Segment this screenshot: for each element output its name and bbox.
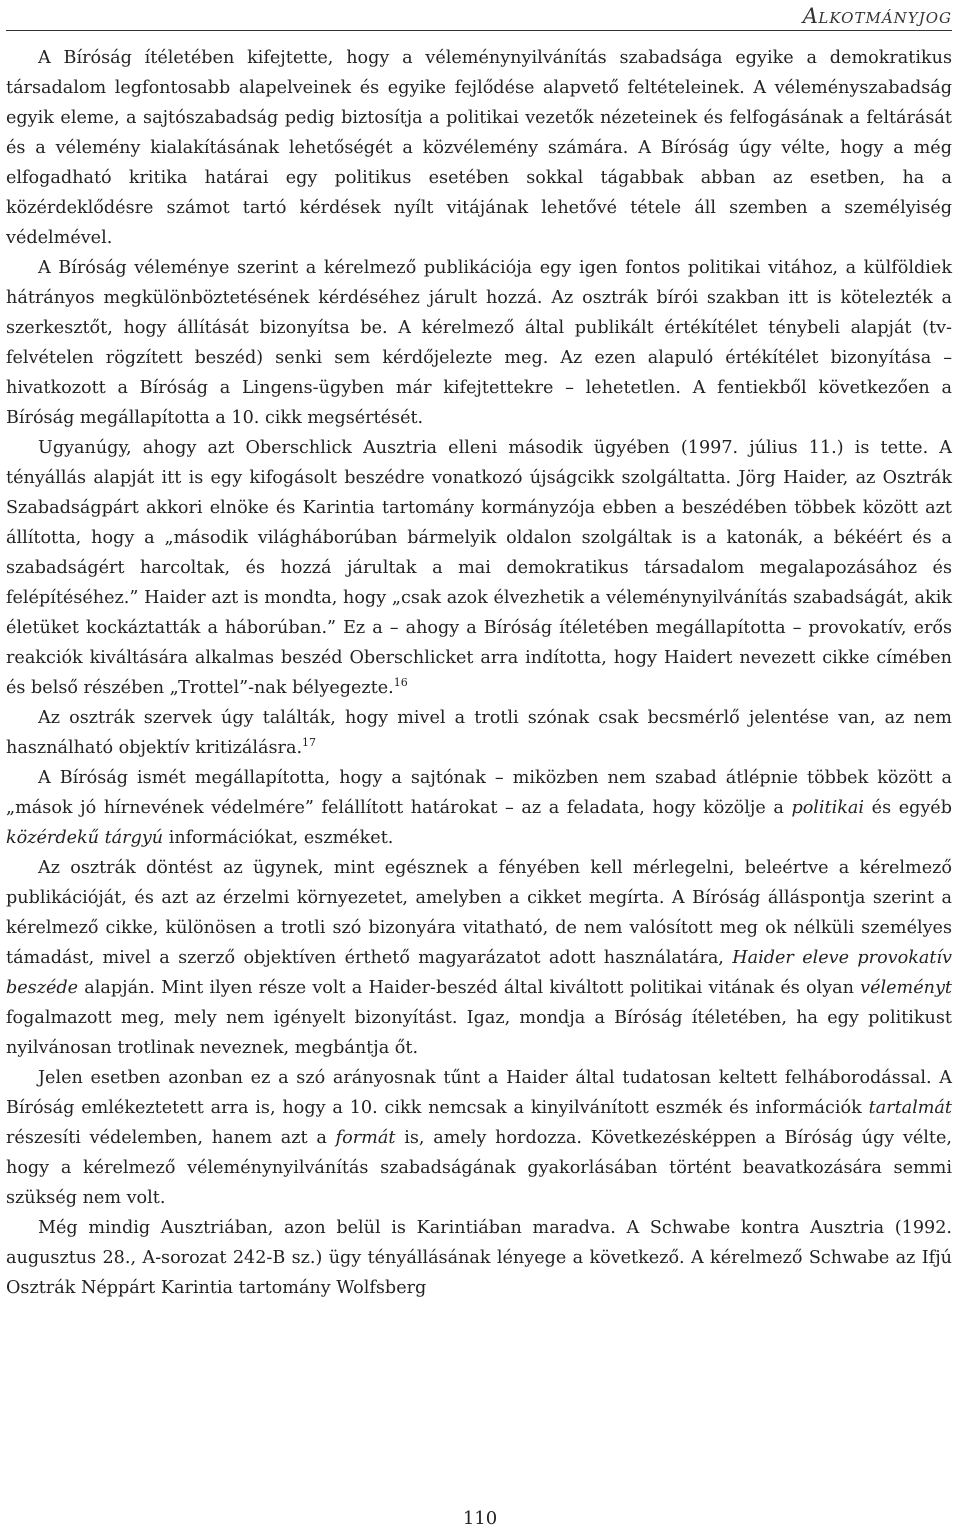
paragraph-4 [6,703,952,763]
paragraph-text: Az osztrák szervek úgy találták, hogy mivel a trotli szónak csak becsmérlő jelentése van, az nem használható objektív kritizálásra. [6,708,952,758]
paragraph-text: Ugyanúgy, ahogy azt Oberschlick Ausztria elleni második ügyében (1997. július 11.) is tette. A tényállás alapját itt is egy kifogásolt beszédre vonatkozó újságcikk szolgáltatta. Jörg Haider, az Osztrák Szabadságpárt akkori elnöke és Karintia tartomány kormányzója ebben a beszédében többek között azt állította, hogy a „második világháborúban bármelyik oldalon szolgáltak is a katonák, a békéért és a szabadságért harcoltak, és hozzá járultak a mai demokratikus társadalom megalapozásához és felépítéséhez.” Haider azt is mondta, hogy „csak azok élvezhetik a véleménynyilvánítás szabadságát, akik életüket kockáztatták a háborúban.” Ez a – ahogy a Bíróság ítéletében megállapította – provokatív, erős reakciók kiváltására alkalmas beszéd Oberschlicket arra indította, hogy Haidert nevezett cikke címében és belső részében „Trottel”-nak bélyegezte. [6,438,952,698]
text-run: is, amely hordozza. Következésképpen a Bíróság úgy vélte, hogy a kérelmező véleménynyilvánítás szabadságának gyakorlásában történt beavatkozására semmi szükség nem volt. [6,1128,953,1208]
italic-run: formát [335,1128,396,1148]
italic-run: közérdekű tárgyú [6,828,164,848]
page-number: 110 [462,1508,498,1529]
header-initial: A [802,4,819,28]
paragraph-7 [6,1063,952,1213]
header-rule [6,30,952,31]
paragraph-text: A Bíróság véleménye szerint a kérelmező publikációja egy igen fontos politikai vitához, a külföldiek hátrányos megkülönböztetésének kérdéséhez járult hozzá. Az osztrák bírói szakban itt is kötelezték a szerkesztőt, hogy állítását bizonyítsa be. A kérelmező által publikált értékítélet ténybeli alapját (tv-felvételen rögzített beszéd) senki sem kérdőjelezte meg. Az ezen alapuló értékítélet bizonyítása – hivatkozott a Bíróság a Lingens-ügyben már kifejtettekre – lehetetlen. A fentiekből következően a Bíróság megállapította a 10. cikk megsértését. [6,258,952,428]
header-rest: LKOTMÁNYJOG [818,9,952,27]
footnote-ref-16[interactable]: 16 [393,676,408,690]
italic-run: véleményt [860,978,952,998]
italic-run: tartalmát [868,1098,952,1118]
paragraph-text: A Bíróság ítéletében kifejtette, hogy a véleménynyilvánítás szabadsága egyike a demokratikus társadalom legfontosabb alapelveinek és egyike fejlődése alapvető feltételeinek. A véleményszabadság egyik eleme, a sajtószabadság pedig biztosítja a politikai vezetők nézeteinek és felfogásának a feltárását és a vélemény kialakításának lehetőségét a közvélemény számára. A Bíróság úgy vélte, hogy a még elfogadható kritika határai egy politikus esetében sokkal tágabbak abban az esetben, ha a közérdeklődésre számot tartó kérdések nyílt vitájának lehetővé tétele áll szemben a személyiség védelmével. [6,48,952,248]
paragraph-2 [6,253,952,433]
running-header [6,0,952,30]
text-run: fogalmazott meg, mely nem igényelt bizonyítást. Igaz, mondja a Bíróság ítéletében, ha egy politikust nyilvánosan trotlinak neveznek, megbántja őt. [6,1008,952,1058]
text-run: Jelen esetben azonban ez a szó arányosnak tűnt a Haider által tudatosan keltett felháborodással. A Bíróság emlékeztetett arra is, hogy a 10. cikk nemcsak a kinyilvánított eszmék és információk [6,1068,952,1118]
italic-run: Haider eleve provokatív beszéde [6,948,952,998]
body-text [6,43,952,1303]
text-run: információkat, eszméket. [163,828,394,848]
italic-run: politikai [791,798,865,818]
text-run: és egyéb [864,798,952,818]
paragraph-5 [6,763,952,853]
paragraph-6 [6,853,952,1063]
text-run: Az osztrák döntést az ügynek, mint egésznek a fényében kell mérlegelni, beleértve a kérelmező publikációját, és azt az érzelmi környezetet, amelyben a cikket megírta. A Bíróság álláspontja szerint a kérelmező cikke, különösen a trotli szó bizonyára vitatható, de nem valósított meg ok nélküli személyes támadást, mivel a szerző objektíven érthető magyarázatot adott használatára, [6,858,952,968]
paragraph-8 [6,1213,952,1303]
paragraph-3 [6,433,952,703]
text-run: részesíti védelemben, hanem azt a [6,1128,336,1148]
footnote-ref-17[interactable]: 17 [302,736,317,750]
text-run: alapján. Mint ilyen része volt a Haider-beszéd által kiváltott politikai vitának és olyan [78,978,861,998]
paragraph-1 [6,43,952,253]
text-run: A Bíróság ismét megállapította, hogy a sajtónak – miközben nem szabad átlépnie többek között a „mások jó hírnevének védelmére” felállított határokat – az a feladata, hogy közölje a [6,768,952,818]
paragraph-text: Még mindig Ausztriában, azon belül is Karintiában maradva. A Schwabe kontra Ausztria (1992. augusztus 28., A-sorozat 242-B sz.) ügy tényállásának lényege a következő. A kérelmező Schwabe az Ifjú Osztrák Néppárt Karintia tartomány Wolfsberg [6,1218,952,1298]
